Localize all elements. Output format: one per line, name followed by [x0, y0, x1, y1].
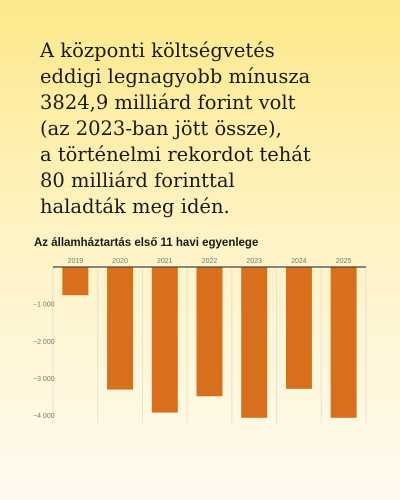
bar	[286, 267, 312, 389]
x-tick-label: 2025	[335, 258, 352, 265]
headline-line: 3824,9 milliárd forint volt	[40, 91, 296, 114]
y-tick-label: −4 000	[33, 413, 55, 421]
bar	[331, 267, 357, 418]
x-tick-label: 2022	[201, 258, 218, 265]
headline-line: 80 milliárd forinttal	[40, 169, 235, 192]
y-tick-label: −2 000	[33, 338, 55, 346]
headline-line: eddigi legnagyobb mínusza	[40, 65, 311, 88]
headline-line: (az 2023-ban jött össze),	[40, 117, 282, 140]
x-tick-label: 2021	[156, 258, 173, 265]
x-tick-label: 2024	[291, 258, 307, 265]
bar	[152, 267, 178, 413]
x-tick-label: 2020	[112, 258, 128, 265]
bar	[241, 267, 267, 418]
bar	[197, 267, 223, 396]
bar	[107, 267, 133, 390]
chart-title: Az államháztartás első 11 havi egyenlege	[34, 237, 259, 249]
headline-line: haladták meg idén.	[40, 195, 230, 218]
y-tick-label: −3 000	[33, 375, 55, 383]
headline-line: a történelmi rekordot tehát	[40, 143, 311, 166]
y-tick-label: −1 000	[33, 301, 55, 309]
x-tick-label: 2019	[67, 258, 84, 265]
x-tick-label: 2023	[246, 258, 263, 265]
bar	[62, 267, 88, 295]
headline-line: A központi költségvetés	[40, 39, 275, 62]
